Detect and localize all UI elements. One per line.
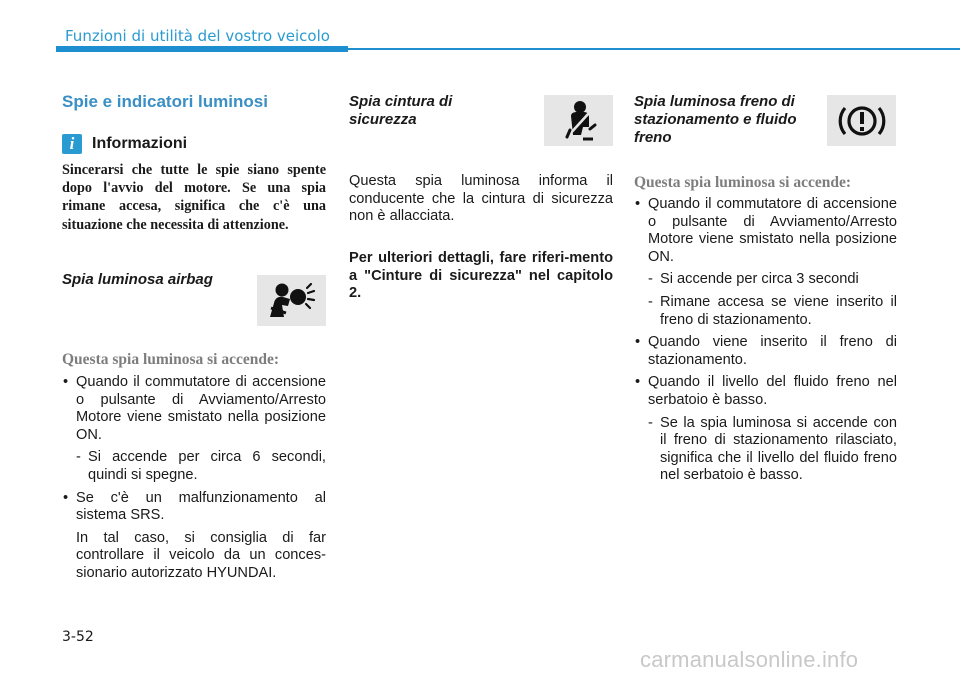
section-title: Spie e indicatori luminosi	[62, 92, 268, 111]
seatbelt-description: Questa spia luminosa informa il conducente che la cintura di sicurezza non è allacciata.	[349, 173, 613, 225]
brake-title: Spia luminosa freno di stazionamento e fluido freno	[634, 93, 797, 146]
brake-bullet-1: • Quando il commutatore di accensione o pulsante di Avviamento/Arresto Motore viene smistato nella posizione ON.	[634, 196, 897, 266]
brake-dash-3: - Se la spia luminosa si accende con il freno di stazionamento rilasciato, significa che il livello del fluido freno nel serbatoio è basso.	[634, 415, 897, 485]
brake-warning-icon	[827, 95, 896, 146]
header-rule-thin	[348, 48, 960, 50]
brake-dash-1: - Si accende per circa 3 secondi	[634, 271, 897, 289]
airbag-bullet-2-continuation: In tal caso, si consiglia di far controllare il veicolo da un conces-sionario autorizzato HYUNDAI.	[76, 529, 326, 581]
airbag-bullet-2: • Se c'è un malfunzionamento al sistema SRS.	[62, 490, 326, 525]
airbag-conditions	[62, 374, 326, 588]
header-rule-thick	[56, 46, 348, 52]
seatbelt-title: Spia cintura di sicurezza	[349, 93, 453, 128]
info-icon: i	[62, 134, 82, 154]
page-number: 3-52	[62, 629, 94, 645]
info-heading: Informazioni	[92, 135, 188, 152]
airbag-lights-on-heading: Questa spia luminosa si accende:	[62, 351, 280, 368]
airbag-title: Spia luminosa airbag	[62, 271, 213, 288]
brake-lights-on-heading: Questa spia luminosa si accende:	[634, 174, 852, 191]
info-text: Sincerarsi che tutte le spie siano spente dopo l'avvio del motore. Se una spia rimane accesa, significa che c'è una situazione che necessita di attenzione.	[62, 162, 326, 233]
seatbelt-more-info: Per ulteriori dettagli, fare riferi-mento a "Cinture di sicurezza" nel capitolo 2.	[349, 250, 613, 302]
brake-bullet-2: • Quando viene inserito il freno di stazionamento.	[634, 334, 897, 369]
header-title: Funzioni di utilità del vostro veicolo	[65, 27, 330, 45]
seatbelt-warning-icon	[544, 95, 613, 146]
brake-conditions	[634, 196, 897, 490]
airbag-bullet-1: • Quando il commutatore di accensione o pulsante di Avviamento/Arresto Motore viene smistato nella posizione ON.	[62, 374, 326, 444]
brake-dash-2: - Rimane accesa se viene inserito il freno di stazionamento.	[634, 294, 897, 329]
watermark: carmanualsonline.info	[640, 647, 859, 672]
brake-bullet-3: • Quando il livello del fluido freno nel serbatoio è basso.	[634, 374, 897, 409]
airbag-warning-icon	[257, 275, 326, 326]
airbag-dash-1: - Si accende per circa 6 secondi, quindi si spegne.	[62, 449, 326, 484]
